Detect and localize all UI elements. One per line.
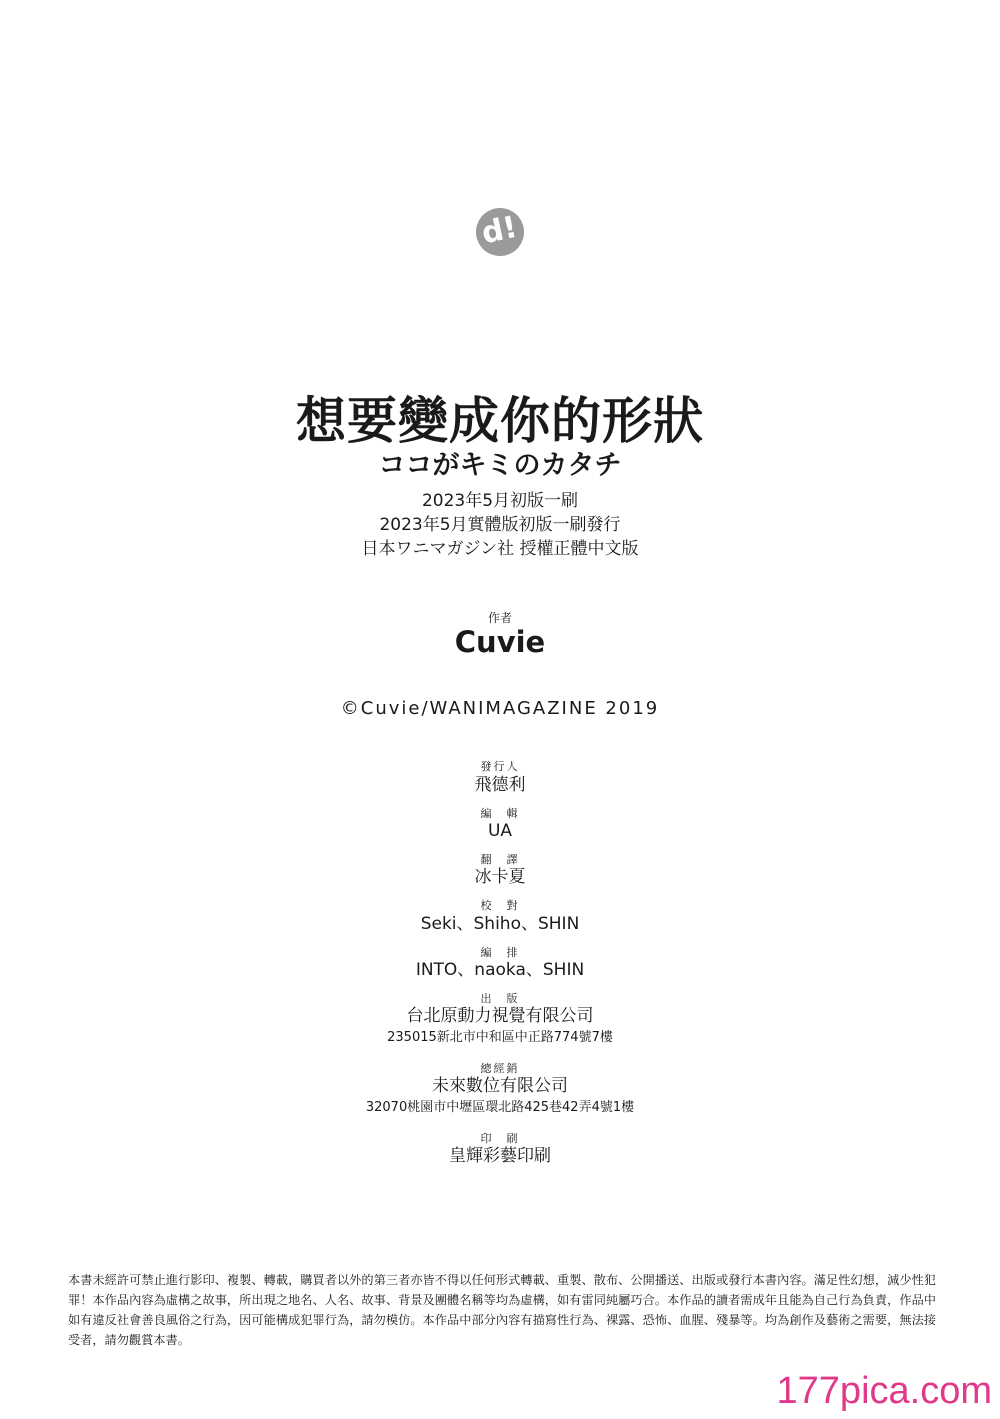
legal-notice: 本書未經許可禁止進行影印、複製、轉載，購買者以外的第三者亦皆不得以任何形式轉載、重製、散布、公開播送、出版或發行本書內容。滿足性幻想，減少性犯罪！本作品內容為虛構之故事，所出現之地名、人名、故事、背景及團體名稱等均為虛構，如有雷同純屬巧合。本作品的讀者需成年且能為自己行為負責，作品中如有違反社會善良風俗之行為，因可能構成犯罪行為，請勿模仿。本作品中部分內容有描寫性行為、裸露、恐怖、血腥、殘暴等。均為創作及藝術之需要，無法接受者，請勿觀賞本書。 (68, 1273, 936, 1347)
credit-label-printing: 印 刷 (480, 1132, 520, 1145)
copyright-line: ©Cuvie/WANIMAGAZINE 2019 (340, 698, 660, 719)
credit-value-proofreader: Seki、Shiho、SHIN (420, 914, 580, 934)
credit-address-publishing: 235015新北市中和區中正路774號7樓 (387, 1030, 613, 1045)
edition-line-1: 2023年5月初版一刷 (421, 491, 579, 511)
credit-label-editor: 編 輯 (480, 807, 520, 820)
credit-value-layout: INTO、naoka、SHIN (415, 960, 585, 980)
credit-label-translator: 翻 譯 (480, 853, 520, 866)
author-label: 作者 (487, 611, 512, 625)
credit-value-translator: 冰卡夏 (474, 867, 526, 887)
credit-label-publishing: 出 版 (480, 992, 520, 1005)
credit-value-publishing: 台北原動力視覺有限公司 (406, 1006, 594, 1026)
edition-line-3: 日本ワニマガジン社 授權正體中文版 (361, 539, 639, 559)
credit-value-publisher: 飛德利 (474, 775, 526, 795)
book-subtitle: ココがキミのカタチ (378, 450, 622, 481)
credit-value-printing: 皇輝彩藝印刷 (449, 1146, 551, 1166)
credit-label-publisher: 發行人 (480, 760, 520, 773)
credit-value-distributor: 未來數位有限公司 (432, 1076, 568, 1096)
watermark: 177pica.com (776, 1370, 992, 1412)
credit-label-distributor: 總經銷 (480, 1062, 520, 1075)
credit-label-proofreader: 校 對 (480, 899, 520, 912)
publisher-logo-glyph: d! (479, 209, 521, 252)
credit-address-distributor: 32070桃園市中壢區環北路425巷42弄4號1樓 (365, 1100, 635, 1115)
credit-value-editor: UA (487, 821, 513, 841)
book-title: 想要變成你的形狀 (296, 392, 704, 450)
credit-label-layout: 編 排 (480, 946, 520, 959)
edition-line-2: 2023年5月實體版初版一刷發行 (379, 515, 621, 535)
author-name: Cuvie (454, 625, 546, 659)
publisher-logo-icon (476, 208, 524, 256)
